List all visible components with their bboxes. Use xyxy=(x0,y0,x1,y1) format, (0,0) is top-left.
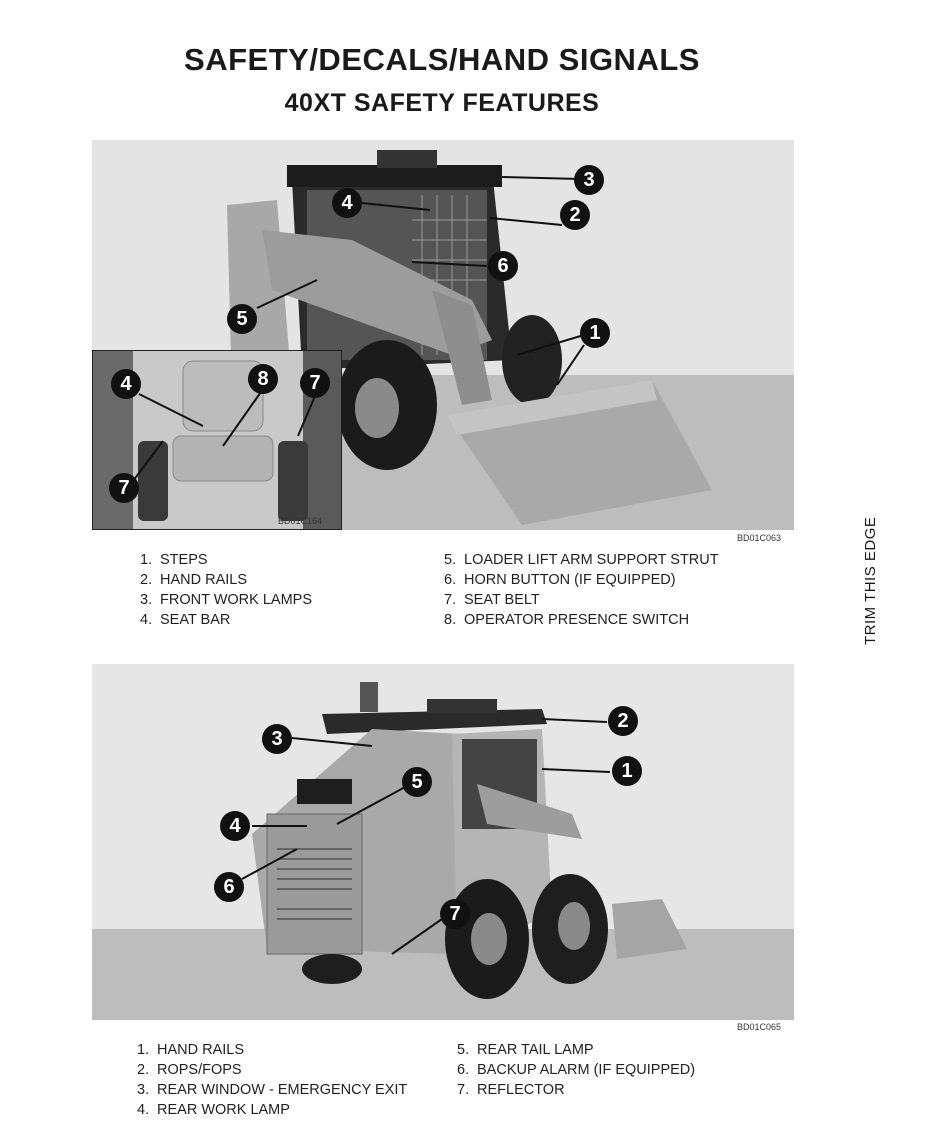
legend-item: 5. LOADER LIFT ARM SUPPORT STRUT xyxy=(444,552,719,568)
rear-callout-7: 7 xyxy=(440,899,470,929)
callout-2: 2 xyxy=(560,200,590,230)
legend-item: 7. SEAT BELT xyxy=(444,592,540,608)
legend-item: 2. HAND RAILS xyxy=(140,572,248,588)
front-legend-right xyxy=(444,550,719,630)
rear-view-photo xyxy=(92,664,794,1020)
page-title: SAFETY/DECALS/HAND SIGNALS xyxy=(184,42,700,77)
rear-legend-left xyxy=(137,1040,407,1120)
legend-item: 8. OPERATOR PRESENCE SWITCH xyxy=(444,612,690,628)
legend-item: 4. REAR WORK LAMP xyxy=(137,1102,290,1118)
legend-item: 3. FRONT WORK LAMPS xyxy=(140,592,312,608)
rear-callout-4: 4 xyxy=(220,811,250,841)
rear-callout-6: 6 xyxy=(214,872,244,902)
trim-edge-note: TRIM THIS EDGE xyxy=(862,516,879,645)
rear-callout-1: 1 xyxy=(612,756,642,786)
seat-inset-photo xyxy=(92,350,342,530)
legend-item: 1. STEPS xyxy=(140,552,208,568)
rear-legend-right xyxy=(457,1040,695,1100)
rear-callout-3: 3 xyxy=(262,724,292,754)
front-legend-left xyxy=(140,550,312,630)
inset-callout-7-left: 7 xyxy=(109,473,139,503)
legend-item: 7. REFLECTOR xyxy=(457,1082,565,1098)
callout-3: 3 xyxy=(574,165,604,195)
rear-figure-code: BD01C065 xyxy=(737,1022,782,1032)
legend-item: 6. HORN BUTTON (IF EQUIPPED) xyxy=(444,572,676,588)
legend-item: 5. REAR TAIL LAMP xyxy=(457,1042,594,1058)
page-subtitle: 40XT SAFETY FEATURES xyxy=(284,89,600,117)
legend-item: 6. BACKUP ALARM (IF EQUIPPED) xyxy=(457,1062,696,1078)
rear-callout-5: 5 xyxy=(402,767,432,797)
front-figure-code: BD01C063 xyxy=(737,533,782,543)
rear-callout-2: 2 xyxy=(608,706,638,736)
legend-item: 1. HAND RAILS xyxy=(137,1042,245,1058)
callout-6: 6 xyxy=(488,251,518,281)
legend-item: 3. REAR WINDOW - EMERGENCY EXIT xyxy=(137,1082,408,1098)
inset-callout-7-right: 7 xyxy=(300,368,330,398)
inset-callout-4: 4 xyxy=(111,369,141,399)
legend-item: 2. ROPS/FOPS xyxy=(137,1062,242,1078)
legend-item: 4. SEAT BAR xyxy=(140,612,231,628)
callout-4: 4 xyxy=(332,188,362,218)
inset-figure-code: BD01C164 xyxy=(278,516,323,526)
rear-view-illustration xyxy=(92,664,794,1020)
callout-5: 5 xyxy=(227,304,257,334)
inset-callout-8: 8 xyxy=(248,364,278,394)
callout-1: 1 xyxy=(580,318,610,348)
